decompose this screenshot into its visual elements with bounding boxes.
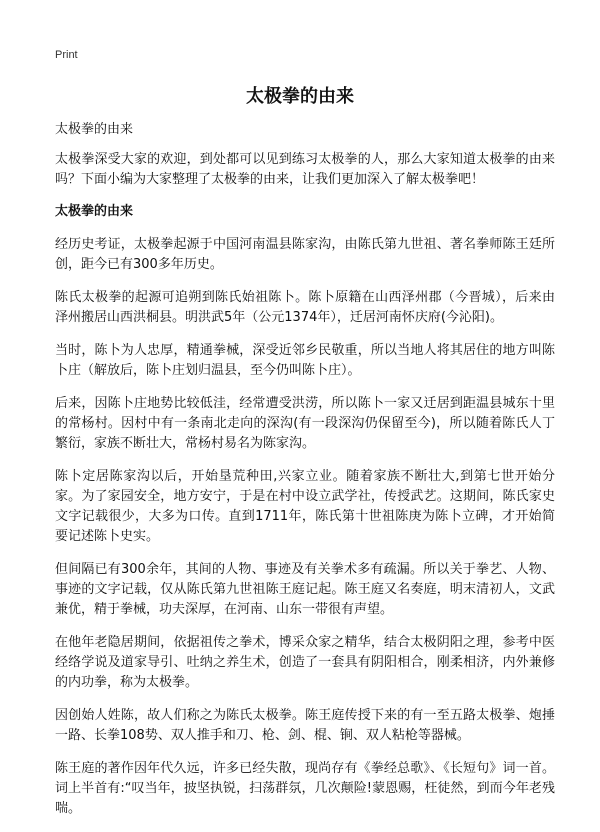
- article-subtitle: 太极拳的由来: [55, 122, 134, 137]
- paragraph-9: 陈王庭的著作因年代久远，许多已经失散，现尚存有《拳经总歌》、《长短句》词一首。词上半首有:“叹当年，披坚执锐，扫荡群氛，几次颠险!蒙恩赐，枉徒然，到而今年老残喘。: [55, 761, 555, 816]
- paragraph-1: 经历史考证，太极拳起源于中国河南温县陈家沟，由陈氏第九世祖、著名拳师陈王廷所创，距今已有300多年历史。: [55, 237, 555, 272]
- paragraph-4: 后来，因陈卜庄地势比较低洼，经常遭受洪涝，所以陈卜一家又迁居到距温县城东十里的常杨村。因村中有一条南北走向的深沟(有一段深沟仍保留至今)，所以随着陈氏人丁繁衍，家族不断壮大，常杨村易名为陈家沟。: [55, 396, 555, 451]
- paragraph-7: 在他年老隐居期间，依据祖传之拳术，博采众家之精华，结合太极阴阳之理，参考中医经络学说及道家导引、吐纳之养生术，创造了一套具有阴阳相合，刚柔相济，内外兼修的内功拳，称为太极拳。: [55, 635, 555, 690]
- paragraph-3: 当时，陈卜为人忠厚，精通拳械，深受近邻乡民敬重，所以当地人将其居住的地方叫陈卜庄（解放后，陈卜庄划归温县，至今仍叫陈卜庄）。: [55, 343, 555, 378]
- print-link[interactable]: Print: [55, 49, 78, 61]
- paragraph-2: 陈氏太极拳的起源可追朔到陈氏始祖陈卜。陈卜原籍在山西泽州郡（今晋城），后来由泽州搬居山西洪桐县。明洪武5年（公元1374年），迁居河南怀庆府(今沁阳)。: [55, 290, 555, 325]
- article-intro: 太极拳深受大家的欢迎，到处都可以见到练习太极拳的人，那么大家知道太极拳的由来吗？下面小编为大家整理了太极拳的由来，让我们更加深入了解太极拳吧！: [55, 152, 555, 187]
- article-body: [55, 120, 555, 832]
- section-heading: 太极拳的由来: [55, 204, 134, 219]
- paragraph-5: 陈卜定居陈家沟以后，开始垦荒种田,兴家立业。随着家族不断壮大,到第七世开始分家。为了家园安全，地方安宁，于是在村中设立武学社，传授武艺。这期间，陈氏家史文字记载很少，大多为口传。直到1711年，陈氏第十世祖陈庚为陈卜立碑，才开始简要记述陈卜史实。: [55, 469, 555, 544]
- paragraph-6: 但间隔已有300余年，其间的人物、事迹及有关拳术多有疏漏。所以关于拳艺、人物、事迹的文字记载，仅从陈氏第九世祖陈王庭记起。陈王庭又名奏庭，明末清初人，文武兼优，精于拳械，功夫深厚，在河南、山东一带很有声望。: [55, 562, 555, 617]
- paragraph-8: 因创始人姓陈，故人们称之为陈氏太极拳。陈王庭传授下来的有一至五路太极拳、炮捶一路、长拳108势、双人推手和刀、枪、剑、棍、锏、双人粘枪等器械。: [55, 708, 555, 743]
- page-title: 太极拳的由来: [246, 86, 354, 107]
